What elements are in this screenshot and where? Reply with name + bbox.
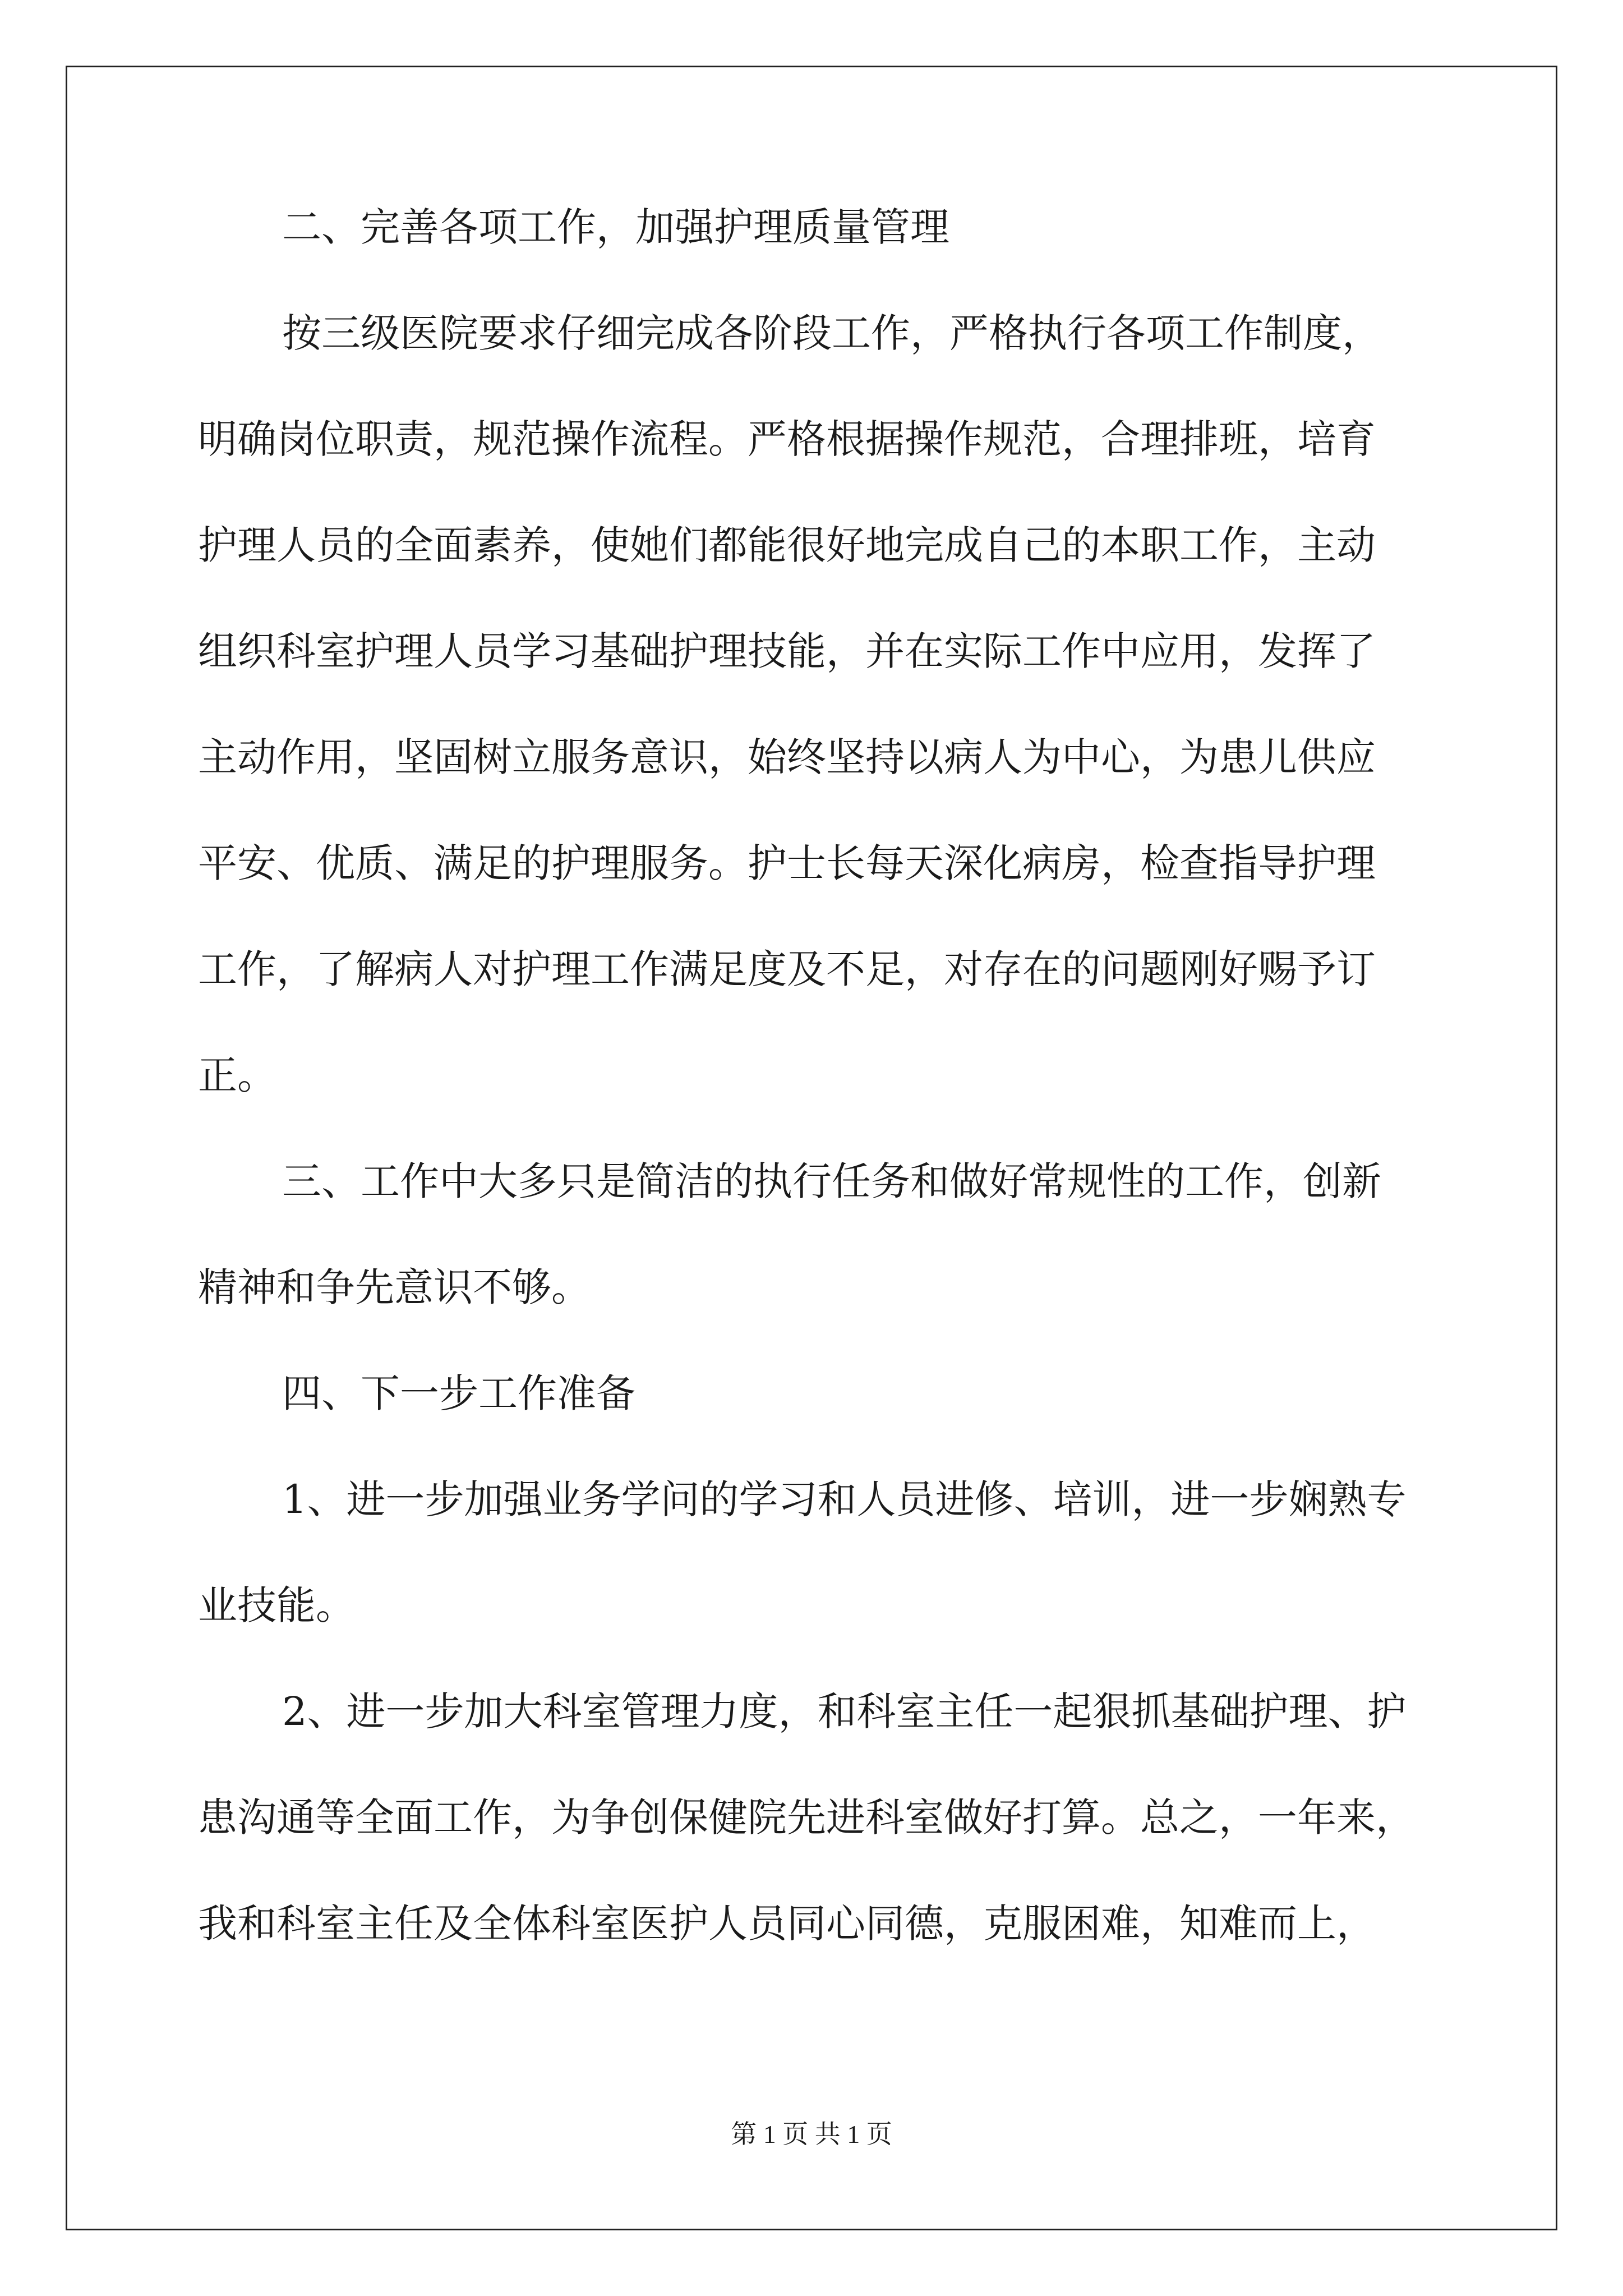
section-heading-2: 二、完善各项工作，加强护理质量管理 [282,204,949,250]
paragraph-line: 明确岗位职责，规范操作流程。严格根据操作规范，合理排班，培育 [198,416,1376,462]
paragraph-line: 主动作用，坚固树立服务意识，始终坚持以病人为中心，为患儿供应 [198,734,1376,780]
page-number: 第 1 页 共 1 页 [731,2120,892,2148]
section-heading-4: 四、下一步工作准备 [282,1370,635,1416]
paragraph-line: 平安、优质、满足的护理服务。护士长每天深化病房，检查指导护理 [198,840,1376,886]
paragraph-line: 护理人员的全面素养，使她们都能很好地完成自己的本职工作，主动 [198,522,1376,568]
paragraph-line: 正。 [198,1052,276,1098]
paragraph-line: 组织科室护理人员学习基础护理技能，并在实际工作中应用，发挥了 [198,628,1376,674]
paragraph-line: 按三级医院要求仔细完成各阶段工作，严格执行各项工作制度， [282,310,1381,356]
list-item-1: 1、进一步加强业务学问的学习和人员进修、培训，进一步娴熟专 [282,1476,1407,1522]
paragraph-line: 我和科室主任及全体科室医护人员同心同德，克服困难，知难而上， [198,1901,1376,1947]
paragraph-line: 精神和争先意识不够。 [198,1264,591,1310]
paragraph-line: 工作，了解病人对护理工作满足度及不足，对存在的问题刚好赐予订 [198,946,1376,992]
section-heading-3: 三、工作中大多只是简洁的执行任务和做好常规性的工作，创新 [282,1158,1381,1204]
list-item-2: 2、进一步加大科室管理力度，和科室主任一起狠抓基础护理、护 [282,1688,1407,1734]
paragraph-line: 患沟通等全面工作，为争创保健院先进科室做好打算。总之，一年来， [198,1795,1415,1841]
paragraph-line: 业技能。 [198,1582,355,1628]
